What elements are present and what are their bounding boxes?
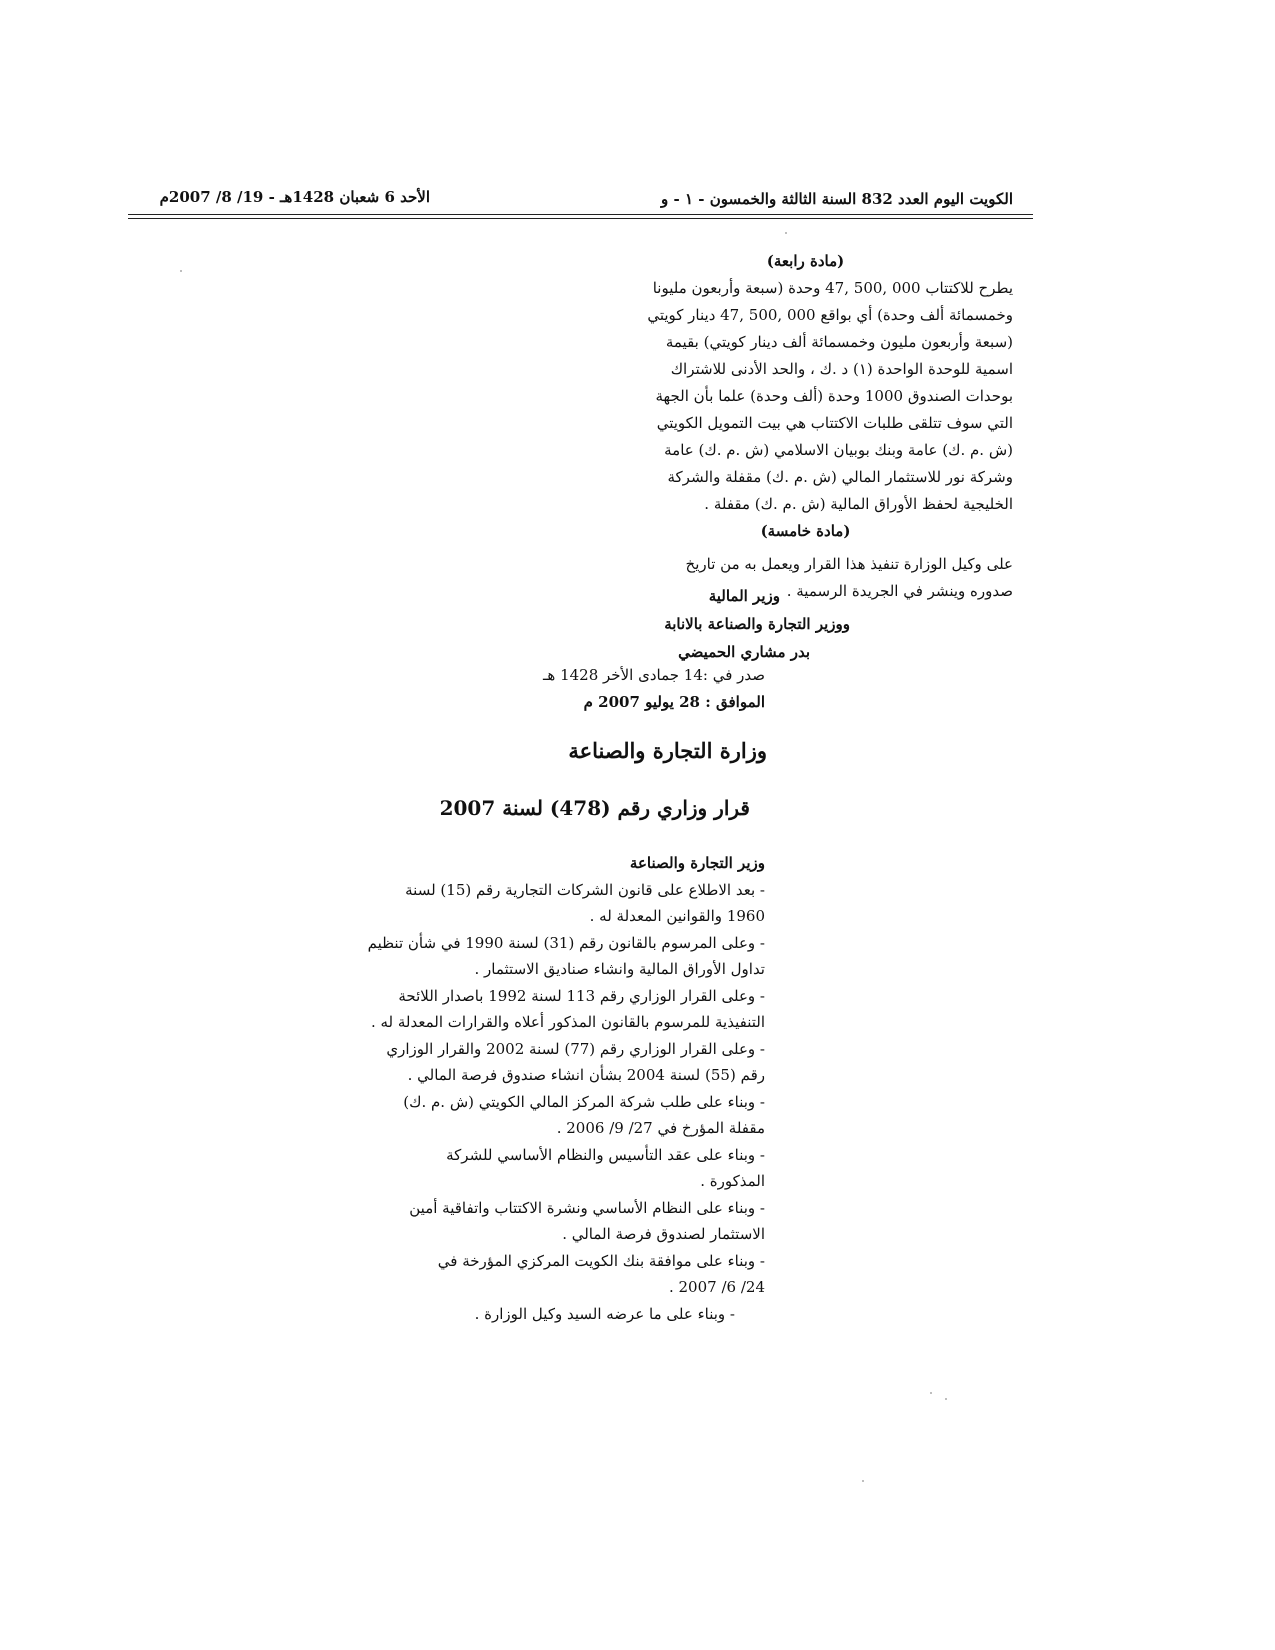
ministry-title: وزارة التجارة والصناعة <box>568 738 767 763</box>
signature-acting-title: ووزير التجارة والصناعة بالانابة <box>664 615 850 633</box>
article-5-line: صدوره وينشر في الجريدة الرسمية . <box>786 582 1013 600</box>
article-5-line: على وكيل الوزارة تنفيذ هذا القرار ويعمل به من تاريخ <box>685 555 1013 573</box>
issue-date-gregorian: الموافق : 28 يوليو 2007 م <box>583 693 765 711</box>
preamble-line: 24/ 6/ 2007 . <box>668 1278 765 1296</box>
article-4 <box>598 248 1013 605</box>
article-4-line: الخليجية لحفظ الأوراق المالية (ش .م .ك) مقفلة . <box>704 495 1013 513</box>
preamble-item <box>355 1301 765 1328</box>
preamble <box>355 850 765 1327</box>
preamble-heading: وزير التجارة والصناعة <box>629 854 765 872</box>
signature-title: وزير المالية <box>708 587 780 605</box>
preamble-line: التنفيذية للمرسوم بالقانون المذكور أعلاه والقرارات المعدلة له . <box>370 1013 765 1031</box>
preamble-line: - وبناء على ما عرضه السيد وكيل الوزارة . <box>474 1304 735 1323</box>
article-4-line: اسمية للوحدة الواحدة (١) د .ك ، والحد الأدنى للاشتراك <box>670 360 1013 378</box>
signature-block <box>520 582 850 666</box>
preamble-line: - وعلى القرار الوزاري رقم 113 لسنة 1992 باصدار اللائحة <box>398 986 765 1005</box>
preamble-line: مقفلة المؤرخ في 27/ 9/ 2006 . <box>556 1119 765 1137</box>
decree-title: قرار وزاري رقم (478) لسنة 2007 <box>439 796 750 820</box>
article-4-heading: (مادة رابعة) <box>766 252 845 270</box>
preamble-line: الاستثمار لصندوق فرصة المالي . <box>562 1225 765 1243</box>
preamble-line: - وبناء على موافقة بنك الكويت المركزي المؤرخة في <box>437 1251 765 1270</box>
preamble-line: المذكورة . <box>700 1172 765 1190</box>
header-issue-info: الكويت اليوم العدد 832 السنة الثالثة والخمسون - ١ - و <box>661 190 1013 208</box>
preamble-item <box>355 1195 765 1248</box>
preamble-line: رقم (55) لسنة 2004 بشأن انشاء صندوق فرصة المالي . <box>407 1066 765 1084</box>
preamble-item <box>355 877 765 930</box>
preamble-line: 1960 والقوانين المعدلة له . <box>589 907 765 925</box>
preamble-item <box>355 1089 765 1142</box>
scan-speck <box>862 1480 864 1482</box>
scan-speck <box>945 1398 947 1400</box>
preamble-line: - وعلى القرار الوزاري رقم (77) لسنة 2002 والقرار الوزاري <box>386 1039 765 1058</box>
article-4-line: (سبعة وأربعون مليون وخمسمائة ألف دينار كويتي) بقيمة <box>665 333 1013 351</box>
scan-speck <box>785 232 787 234</box>
header-rule-bottom <box>128 218 1033 219</box>
preamble-item <box>355 1036 765 1089</box>
article-4-line: بوحدات الصندوق 1000 وحدة (ألف وحدة) علما بأن الجهة <box>655 387 1013 405</box>
preamble-line: - وبناء على النظام الأساسي ونشرة الاكتتاب واتفاقية أمين <box>409 1198 765 1217</box>
header-date: الأحد 6 شعبان 1428هـ - 19/ 8/ 2007م <box>159 188 430 206</box>
article-4-line: يطرح للاكتتاب 000 ,500 ,47 وحدة (سبعة وأربعون مليونا <box>652 279 1013 297</box>
preamble-item <box>355 1248 765 1301</box>
article-4-line: (ش .م .ك) عامة وبنك بوبيان الاسلامي (ش .م .ك) عامة <box>664 441 1013 459</box>
article-4-line: وخمسمائة ألف وحدة) أي بواقع 000 ,500 ,47 دينار كويتي <box>647 306 1013 324</box>
preamble-line: - بعد الاطلاع على قانون الشركات التجارية رقم (15) لسنة <box>405 880 765 899</box>
issue-date-hijri: صدر في :14 جمادى الأخر 1428 هـ <box>543 666 765 684</box>
preamble-item <box>355 930 765 983</box>
article-4-line: التي سوف تتلقى طلبات الاكتتاب هي بيت التمويل الكويتي <box>656 414 1013 432</box>
preamble-line: - وعلى المرسوم بالقانون رقم (31) لسنة 1990 في شأن تنظيم <box>367 933 765 952</box>
article-4-line: وشركة نور للاستثمار المالي (ش .م .ك) مقفلة والشركة <box>667 468 1013 486</box>
scan-speck <box>180 270 182 272</box>
issue-date-block <box>445 662 765 716</box>
article-5-heading: (مادة خامسة) <box>760 522 851 540</box>
preamble-item <box>355 1142 765 1195</box>
signature-name: بدر مشاري الحميضي <box>678 643 810 661</box>
scan-speck <box>930 1392 932 1394</box>
preamble-item <box>355 983 765 1036</box>
preamble-line: تداول الأوراق المالية وانشاء صناديق الاستثمار . <box>474 960 765 978</box>
header-rule-top <box>128 214 1033 215</box>
preamble-line: - وبناء على عقد التأسيس والنظام الأساسي للشركة <box>446 1145 765 1164</box>
preamble-line: - وبناء على طلب شركة المركز المالي الكويتي (ش .م .ك) <box>403 1092 765 1111</box>
